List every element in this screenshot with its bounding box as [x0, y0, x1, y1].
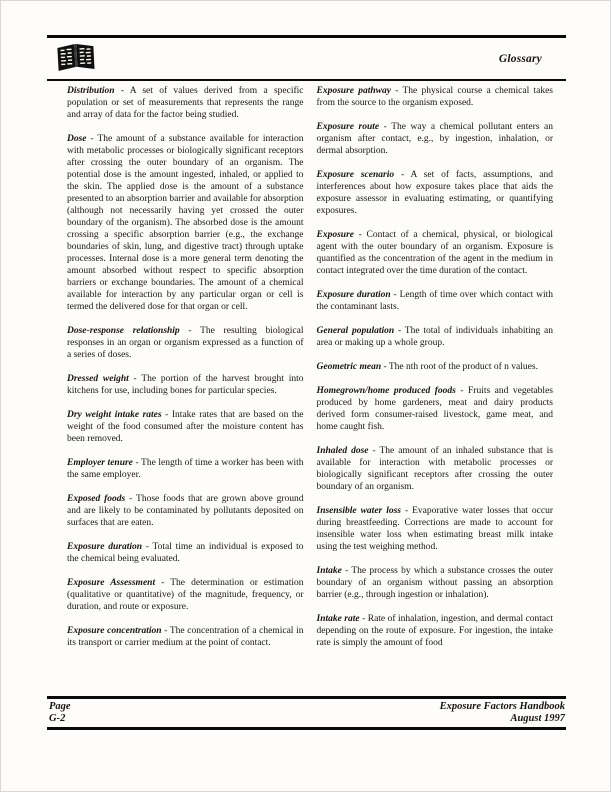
- glossary-entry: Dry weight intake rates - Intake rates that are based on the weight of the food consumed after the moisture content has been removed.: [67, 410, 304, 444]
- glossary-entry: Exposed foods - Those foods that are grown above ground and are likely to be contaminated by pollutants deposited on surfaces that are eaten.: [67, 494, 304, 528]
- glossary-entry: Dressed weight - The portion of the harvest brought into kitchens for use, including bones for particular species.: [67, 374, 304, 396]
- glossary-entry: Exposure pathway - The physical course a chemical takes from the source to the organism exposed.: [316, 86, 553, 108]
- glossary-term: Employer tenure: [67, 458, 133, 468]
- glossary-entry: Dose - The amount of a substance available for interaction with metabolic processes or biologically significant receptors after crossing the outer boundary of an organism. The potential dose is the amount ingested, inhaled, or applied to the skin. The applied dose is the amount of a substance presented to an absorption barrier and available for absorption (although not necessarily having yet crossed the outer boundary of the organism). The absorbed dose is the amount crossing a specific absorption barrier (e.g., the exchange boundaries of skin, lung, and digestive tract) through uptake processes. Internal dose is a more general term denoting the amount absorbed without respect to specific absorption barriers or exchange boundaries. The amount of a chemical available for interaction by any particular organ or cell is termed the delivered dose for that organ or cell.: [67, 134, 304, 312]
- glossary-entry: Exposure scenario - A set of facts, assumptions, and interferences about how exposure takes place that aids the exposure assessor in evaluating estimating, or quantifying exposures.: [316, 170, 553, 216]
- glossary-term: Exposure concentration: [67, 626, 162, 636]
- glossary-entry: General population - The total of individuals inhabiting an area or making up a whole group.: [316, 326, 553, 348]
- glossary-entry: Exposure duration - Length of time over which contact with the contaminant lasts.: [316, 290, 553, 312]
- glossary-entry: Homegrown/home produced foods - Fruits and vegetables produced by home gardeners, meat and dairy products derived form consumer-raised livestock, game meat, and home caught fish.: [316, 386, 553, 432]
- glossary-entry: Intake - The process by which a substance crosses the outer boundary of an organism without passing an absorption barrier (e.g., through ingestion or inhalation).: [316, 566, 553, 600]
- open-book-icon: [55, 39, 97, 77]
- footer-book-title: Exposure Factors Handbook: [439, 701, 565, 712]
- footer-book-info: [440, 701, 565, 724]
- glossary-entry: Distribution - A set of values derived from a specific population or set of measurements that represents the range and array of data for the factor being studied.: [67, 86, 304, 120]
- glossary-term: Exposure pathway: [316, 86, 391, 96]
- glossary-entry: Exposure - Contact of a chemical, physical, or biological agent with the outer boundary of an organism. Exposure is quantified as the concentration of the agent in the medium in contact integrated over the time duration of the contact.: [316, 230, 553, 276]
- right-column: [317, 85, 554, 661]
- glossary-entry: Exposure route - The way a chemical pollutant enters an organism after contact, e.g., by ingestion, inhalation, or dermal absorption.: [316, 122, 553, 156]
- footer-page-number: [49, 701, 71, 724]
- glossary-term: Exposure duration: [316, 290, 391, 300]
- glossary-term: Intake: [316, 566, 342, 576]
- glossary-term: Dose: [67, 134, 87, 144]
- glossary-entry: Dose-response relationship - The resulting biological responses in an organ or organism expressed as a function of a series of doses.: [67, 326, 304, 360]
- glossary-term: Exposure Assessment: [67, 578, 156, 588]
- header-bottom-rule: [47, 79, 566, 81]
- glossary-term: Geometric mean: [316, 362, 382, 372]
- left-column: [67, 85, 304, 661]
- glossary-term: Inhaled dose: [316, 446, 369, 456]
- footer-page-label: Page: [49, 701, 71, 712]
- glossary-content: [67, 85, 553, 661]
- glossary-entry: Geometric mean - The nth root of the product of n values.: [316, 362, 538, 372]
- glossary-term: Insensible water loss: [316, 506, 401, 516]
- glossary-term: General population: [316, 326, 395, 336]
- glossary-entry: Exposure duration - Total time an individual is exposed to the chemical being evaluated.: [67, 542, 304, 564]
- footer-page-value: G-2: [49, 712, 66, 724]
- page-header: [47, 35, 566, 81]
- glossary-term: Exposed foods: [67, 494, 126, 504]
- glossary-term: Homegrown/home produced foods: [316, 386, 456, 396]
- glossary-term: Distribution: [67, 86, 115, 96]
- glossary-entry: Exposure concentration - The concentration of a chemical in its transport or carrier medium at the point of contact.: [67, 626, 304, 648]
- glossary-entry: Intake rate - Rate of inhalation, ingestion, and dermal contact depending on the route of exposure. For ingestion, the intake rate is simply the amount of food: [316, 614, 553, 648]
- glossary-term: Exposure: [316, 230, 354, 240]
- glossary-term: Exposure scenario: [316, 170, 395, 180]
- glossary-entry: Employer tenure - The length of time a worker has been with the same employer.: [67, 458, 304, 480]
- glossary-entry: Insensible water loss - Evaporative water losses that occur during breastfeeding. Corrections are made to account for insensible water loss when estimating breast milk intake using the test weighing method.: [316, 506, 553, 552]
- page-footer: [47, 696, 566, 730]
- glossary-term: Intake rate: [316, 614, 360, 624]
- glossary-entry: Exposure Assessment - The determination or estimation (qualitative or quantitative) of the magnitude, frequency, or duration, and route or exposure.: [67, 578, 304, 612]
- glossary-term: Dose-response relationship: [67, 326, 180, 336]
- glossary-term: Exposure duration: [67, 542, 143, 552]
- glossary-term: Exposure route: [316, 122, 380, 132]
- glossary-term: Dry weight intake rates: [67, 410, 162, 420]
- glossary-term: Dressed weight: [67, 374, 129, 384]
- glossary-entry: Inhaled dose - The amount of an inhaled substance that is available for interaction with metabolic processes or biologically significant receptors after crossing the outer boundary of an organism.: [316, 446, 553, 492]
- footer-date: August 1997: [510, 712, 565, 724]
- page-title: Glossary: [498, 52, 542, 65]
